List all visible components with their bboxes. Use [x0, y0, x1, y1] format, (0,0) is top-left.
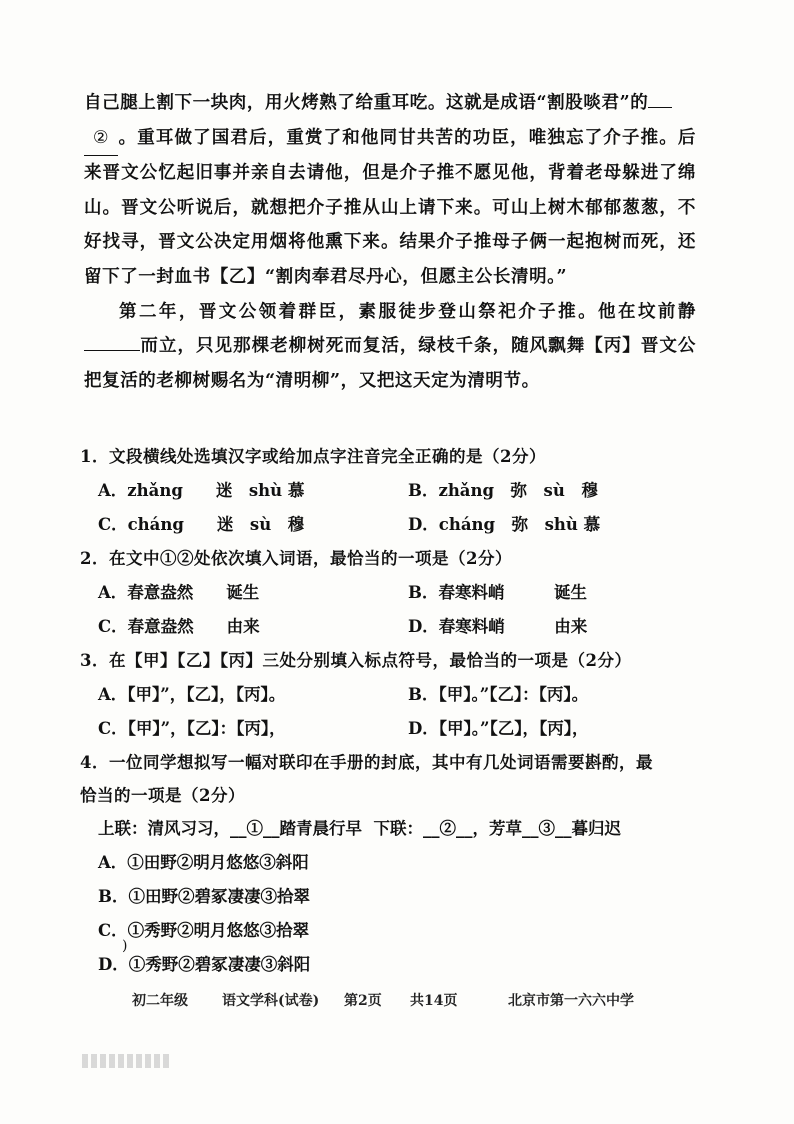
footer-grade: 初二年级 [132, 993, 188, 1009]
reading-passage [84, 86, 696, 398]
scan-smudge [82, 1054, 172, 1068]
passage-text: 第二年，晋文公领着群臣，素服徒步登山祭祀介子推。他在坟前静 [119, 301, 696, 322]
option-c[interactable]: C．①秀野②明月悠悠③拾翠 [98, 921, 310, 940]
option-b[interactable]: B．【甲】。”【乙】：【丙】。 [408, 685, 589, 704]
option-a[interactable]: A．【甲】”，【乙】，【丙】。 [98, 685, 286, 704]
question-list [80, 440, 720, 982]
question-2-stem: 2．在文中①②处依次填入词语，最恰当的一项是（2分） [80, 549, 512, 568]
fill-blank [84, 332, 140, 351]
footer-page: 第2页 [344, 993, 382, 1009]
option-b[interactable]: B．①田野②碧冢凄凄③拾翠 [98, 887, 310, 906]
question-4-options [98, 846, 720, 982]
passage-paragraph-2 [84, 295, 696, 399]
option-d[interactable]: D．①秀野②碧冢凄凄③斜阳 [98, 955, 311, 974]
option-d[interactable]: D．春寒料峭 由来 [408, 617, 588, 636]
question-3-stem: 3．在【甲】【乙】【丙】三处分别填入标点符号，最恰当的一项是（2分） [80, 651, 632, 670]
option-b[interactable]: B．春寒料峭 诞生 [408, 583, 587, 602]
option-d[interactable]: D．【甲】。”【乙】，【丙】， [408, 719, 589, 738]
stray-mark: ) [122, 938, 128, 954]
option-d[interactable]: D．cháng 弥 shù 慕 [408, 515, 601, 534]
question-1-options [98, 474, 720, 542]
couplet-line: 上联：清风习习，__①__踏青晨行早 下联：__②__，芳草__③__暮归迟 [98, 819, 621, 838]
option-c[interactable]: C．cháng 迷 sù 穆 [98, 515, 305, 534]
passage-text: 而立，只见那棵老柳树死而复活，绿枝千条，随风飘舞【丙】晋文公把复活的老柳树赐名为“清明柳”，又把这天定为清明节。 [84, 336, 696, 391]
question-2-options [98, 576, 720, 644]
option-a[interactable]: A．春意盎然 诞生 [98, 583, 260, 602]
question-1-stem: 1．文段横线处选填汉字或给加点字注音完全正确的是（2分） [80, 447, 546, 466]
option-a[interactable]: A．①田野②明月悠悠③斜阳 [98, 853, 309, 872]
footer-school: 北京市第一六六中学 [508, 993, 634, 1009]
option-a[interactable]: A．zhǎng 迷 shù 慕 [98, 481, 305, 500]
option-c[interactable]: C．【甲】”，【乙】：【丙】， [98, 719, 286, 738]
passage-paragraph-1 [84, 86, 696, 295]
footer-subject: 语文学科(试卷) [222, 993, 320, 1009]
passage-text: 自己腿上割下一块肉，用火烤熟了给重耳吃。这就是成语“割股啖君”的 [84, 93, 649, 113]
fill-blank [648, 89, 672, 108]
passage-text: 。重耳做了国君后，重赏了和他同甘共苦的功臣，唯独忘了介子推。后来晋文公忆起旧事并亲自去请他，但是介子推不愿见他，背着老母躲进了绵山。晋文公听说后，就想把介子推从山上请下来。可山上树木郁郁葱葱，不好找寻，晋文公决定用烟将他熏下来。结果介子推母子俩一起抱树而死，还留下了一封血书【乙】“割肉奉君尽丹心，但愿主公长清明。” [84, 127, 696, 287]
question-4-stem-cont: 恰当的一项是（2分） [80, 786, 245, 805]
question-3-options [98, 678, 720, 746]
question-4-stem: 4．一位同学想拟写一幅对联印在手册的封底，其中有几处词语需要斟酌，最 [80, 753, 653, 772]
blank-marker: ② [84, 121, 118, 157]
option-c[interactable]: C．春意盎然 由来 [98, 617, 260, 636]
footer-total: 共14页 [410, 993, 458, 1009]
option-b[interactable]: B．zhǎng 弥 sù 穆 [408, 481, 598, 500]
